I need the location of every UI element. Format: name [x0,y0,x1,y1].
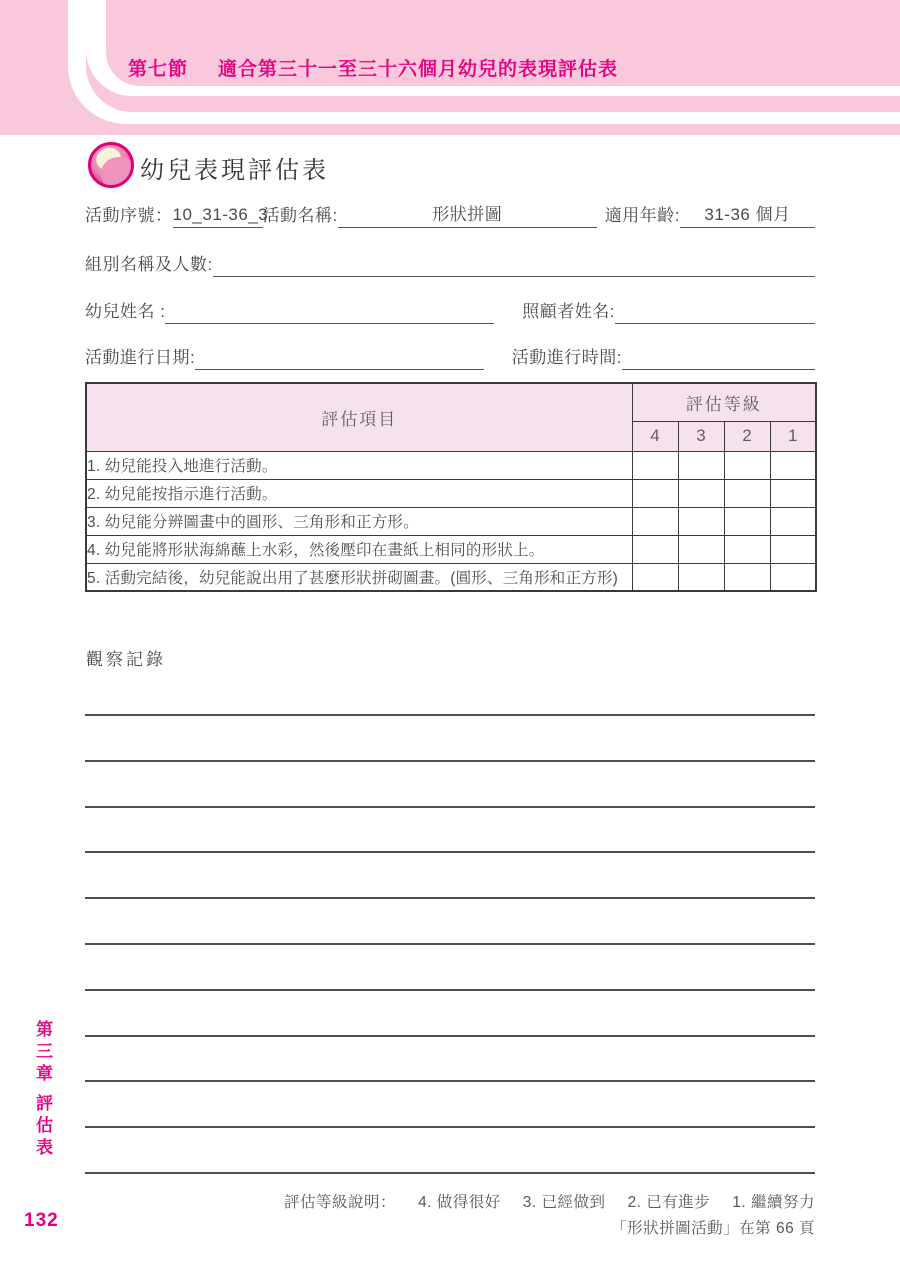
age-label: 適用年齡: [604,206,680,225]
rating-cell[interactable] [770,479,816,507]
rating-level-3: 3 [678,421,724,451]
rating-cell[interactable] [724,479,770,507]
ruled-line[interactable] [85,1126,815,1128]
activity-reference-note: 「形狀拼圖活動」在第 66 頁 [611,1220,815,1237]
ruled-line[interactable] [85,806,815,808]
ruled-line[interactable] [85,943,815,945]
rating-cell[interactable] [632,479,678,507]
date-label: 活動進行日期: [85,348,196,367]
child-name-label: 幼兒姓名 : [85,302,166,321]
assessment-item-1: 1. 幼兒能投入地進行活動。 [86,451,632,479]
assessment-item-5: 5. 活動完結後，幼兒能說出用了甚麼形狀拼砌圖畫。(圓形、三角形和正方形) [86,563,632,591]
form-title: 幼兒表現評估表 [140,157,329,184]
rating-cell[interactable] [678,479,724,507]
ruled-line[interactable] [85,989,815,991]
ruled-line[interactable] [85,1035,815,1037]
rating-cell[interactable] [678,507,724,535]
activity-no-field[interactable]: 10_31-36_3 [173,205,263,228]
carer-name-label: 照顧者姓名: [522,302,615,321]
rating-cell[interactable] [724,535,770,563]
rating-level-4: 4 [632,421,678,451]
rating-legend-item: 1. 繼續努力 [732,1194,815,1211]
field-row-names [85,297,815,324]
assessment-item-2: 2. 幼兒能按指示進行活動。 [86,479,632,507]
rating-cell[interactable] [770,535,816,563]
observation-lines[interactable] [85,714,815,1218]
assessment-item-3: 3. 幼兒能分辨圖畫中的圓形、三角形和正方形。 [86,507,632,535]
rating-legend-item: 2. 已有進步 [627,1194,711,1211]
pearl-icon [88,142,134,188]
rating-legend-label: 評估等級說明： [284,1194,397,1211]
ruled-line[interactable] [85,714,815,716]
time-label: 活動進行時間: [511,348,622,367]
rating-level-1: 1 [770,421,816,451]
rating-column-header: 評估等級 [632,383,816,421]
group-field[interactable] [213,256,815,277]
field-row-datetime [85,343,815,370]
table-row [86,479,816,507]
rating-cell[interactable] [724,451,770,479]
rating-cell[interactable] [632,507,678,535]
ruled-line[interactable] [85,897,815,899]
ruled-line[interactable] [85,1172,815,1174]
rating-level-2: 2 [724,421,770,451]
rating-cell[interactable] [678,535,724,563]
activity-no-label: 活動序號： [85,206,173,225]
date-field[interactable] [195,349,484,370]
time-field[interactable] [622,349,815,370]
field-row-group [85,250,815,277]
table-row [86,507,816,535]
rating-cell[interactable] [770,507,816,535]
section-title: 適合第三十一至三十六個月幼兒的表現評估表 [218,59,619,80]
rating-cell[interactable] [678,451,724,479]
assessment-item-4: 4. 幼兒能將形狀海綿蘸上水彩，然後壓印在畫紙上相同的形狀上。 [86,535,632,563]
item-column-header: 評估項目 [86,383,632,451]
rating-cell[interactable] [632,535,678,563]
section-number: 第七節 [128,59,189,80]
ruled-line[interactable] [85,851,815,853]
chapter-banner [0,0,900,135]
table-row [86,451,816,479]
ruled-line[interactable] [85,1080,815,1082]
observation-label: 觀察記錄 [86,650,166,669]
rating-legend-item: 4. 做得很好 [418,1194,501,1211]
carer-name-field[interactable] [615,303,815,324]
rating-cell[interactable] [770,563,816,591]
rating-cell[interactable] [632,451,678,479]
rating-legend-item: 3. 已經做到 [522,1194,606,1211]
age-field[interactable]: 31-36 個月 [680,200,815,228]
rating-cell[interactable] [724,563,770,591]
table-row [86,535,816,563]
sidebar-chapter-label: 第三章 [33,1020,52,1086]
ruled-line[interactable] [85,760,815,762]
chapter-heading [128,54,618,81]
child-name-field[interactable] [165,303,494,324]
table-row [86,563,816,591]
rating-cell[interactable] [632,563,678,591]
page-number: 132 [24,1210,59,1231]
rating-cell[interactable] [724,507,770,535]
rating-legend [284,1190,815,1212]
rating-cell[interactable] [678,563,724,591]
activity-name-field[interactable]: 形狀拼圖 [338,200,597,228]
rating-cell[interactable] [770,451,816,479]
group-label: 組別名稱及人數: [85,255,213,274]
field-row-activity [85,200,815,228]
activity-name-label: 活動名稱: [262,206,338,225]
sidebar-section-label: 評估表 [33,1094,52,1160]
assessment-table [85,382,817,592]
